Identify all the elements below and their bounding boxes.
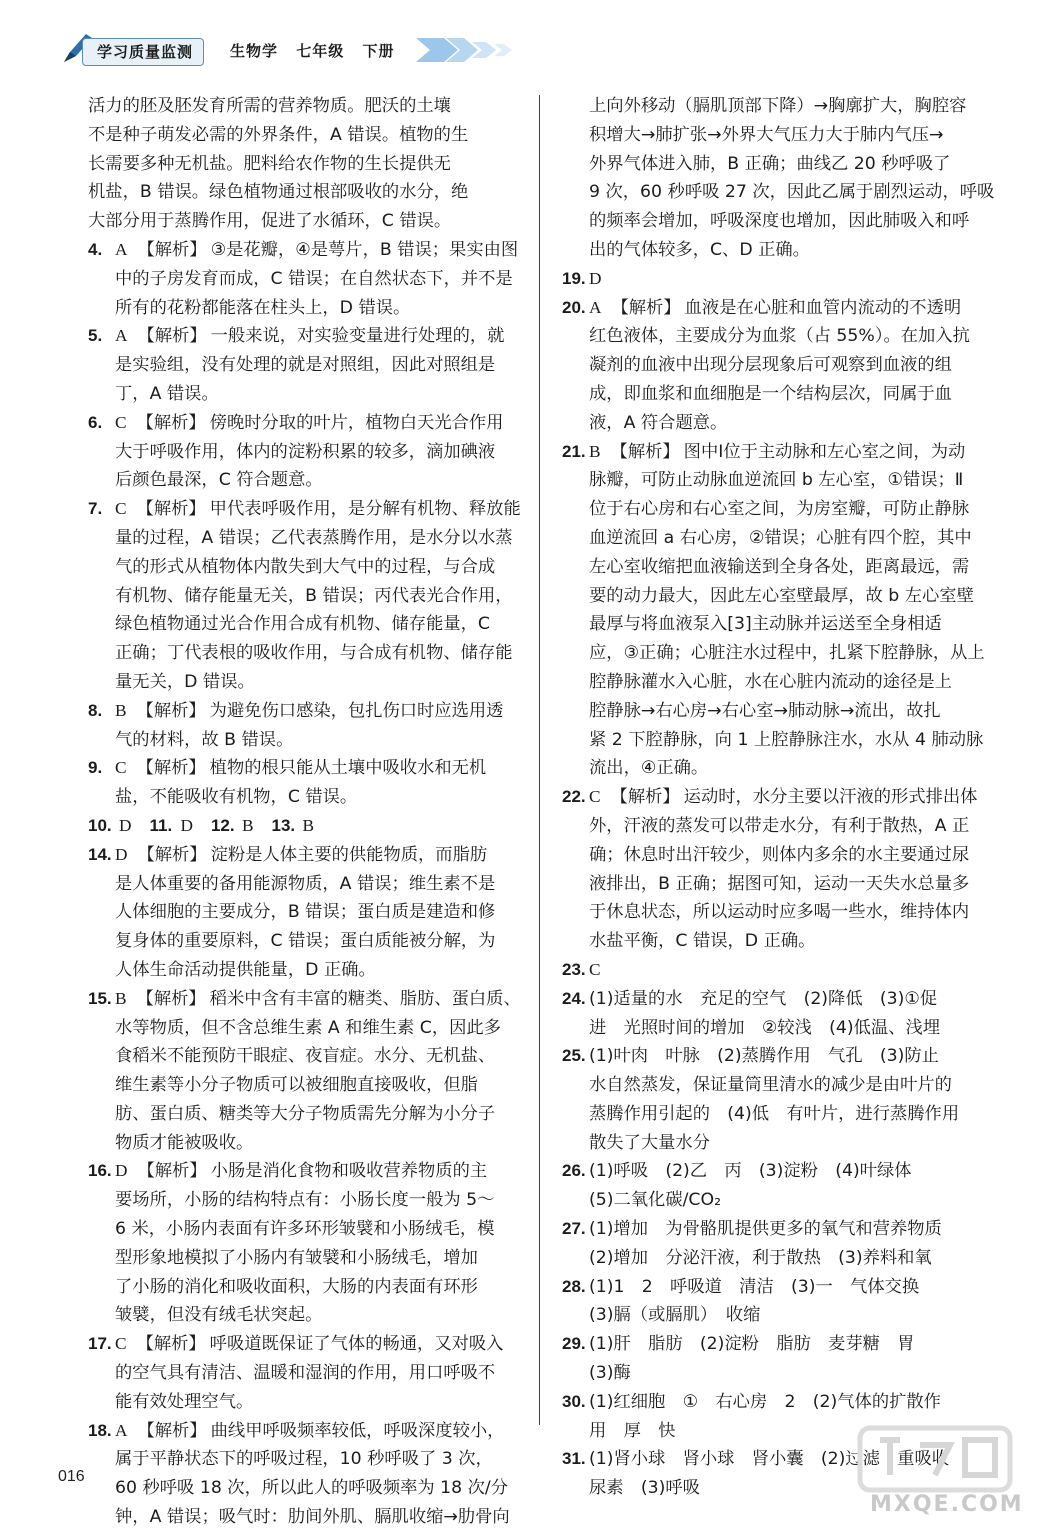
question-number: 28. xyxy=(562,1276,586,1296)
answer-text-line xyxy=(562,754,1022,783)
question-number: 13. xyxy=(271,815,296,835)
answer-text-line xyxy=(88,178,524,207)
question-number: 25. xyxy=(562,1046,586,1066)
answer-text: 甲代表呼吸作用，是分解有机物、释放能 xyxy=(209,499,521,520)
answer-text: 中的子房发育而成，C 错误；在自然状态下，并不是 xyxy=(115,268,513,289)
answer-choice: B xyxy=(302,815,315,835)
answer-text-line xyxy=(88,351,524,380)
answer-text-line xyxy=(562,639,1022,668)
answer-text: 的空气具有清洁、温暖和湿润的作用，用口呼吸不 xyxy=(115,1363,496,1384)
answer-text-line xyxy=(562,1014,1022,1043)
answer-text-line xyxy=(88,668,524,697)
answer-text: 量的过程，A 错误；乙代表蒸腾作用，是水分以水蒸 xyxy=(115,527,513,548)
grade-label: 七年级 xyxy=(296,42,345,60)
answer-text-line xyxy=(562,582,1022,611)
answer-choice: D xyxy=(115,844,128,864)
answer-text: (1)1 2 呼吸道 清洁 (3)一 气体交换 xyxy=(589,1276,920,1297)
answer-text-line xyxy=(562,178,1022,207)
answer-choice: C xyxy=(589,959,601,979)
answer-item xyxy=(88,322,524,351)
answer-text-line xyxy=(562,553,1022,582)
answer-text: 所有的花粉都能落在柱头上，D 错误。 xyxy=(115,297,411,318)
answer-text: 凝剂的血液中出现分层现象后可观察到血液的组 xyxy=(589,355,952,376)
answer-text-line xyxy=(88,1071,524,1100)
question-number: 16. xyxy=(88,1161,112,1181)
answer-text: 腔静脉灌水入心脏，水在心脏内流动的途径是上 xyxy=(589,671,952,692)
answer-text: 钟，A 错误；吸气时：肋间外肌、膈肌收缩→肋骨向 xyxy=(115,1507,510,1528)
answer-text-line xyxy=(88,1301,524,1330)
answer-choice: C xyxy=(115,412,127,432)
answer-text-line xyxy=(562,466,1022,495)
answer-text: 气的形式从植物体内散失到大气中的过程，与合成 xyxy=(115,556,496,577)
answer-text: 呼吸道既保证了气体的畅通，又对吸入 xyxy=(209,1334,504,1355)
answer-text: (1)肾小球 肾小球 肾小囊 (2)过滤 重吸收 xyxy=(589,1449,950,1470)
answer-text: 肪、蛋白质、糖类等大分子物质需先分解为小分子 xyxy=(115,1103,496,1124)
answer-text: 植物的根只能从土壤中吸收水和无机 xyxy=(209,758,487,779)
answer-text-line xyxy=(562,1129,1022,1158)
answer-text-line xyxy=(88,438,524,467)
answer-text-line xyxy=(562,726,1022,755)
answer-text-line xyxy=(88,639,524,668)
answer-text: 为避免伤口感染，包扎伤口时应选用透 xyxy=(209,700,504,721)
answer-choice: D xyxy=(589,268,602,288)
chevron-decoration-icon xyxy=(416,36,536,64)
answer-text: 位于右心房和右心室之间，为房室瓣，可防止静脉 xyxy=(589,499,970,520)
answer-text-line xyxy=(88,1445,524,1474)
answer-choice: C xyxy=(115,758,127,778)
answer-row xyxy=(88,812,524,841)
answer-choice: B xyxy=(589,441,601,461)
question-number: 20. xyxy=(562,297,586,317)
question-number: 18. xyxy=(88,1420,112,1440)
question-number: 7. xyxy=(88,499,103,519)
answer-item xyxy=(88,409,524,438)
answer-item xyxy=(88,697,524,726)
answer-text: 丁，A 错误。 xyxy=(115,383,219,404)
book-meta xyxy=(230,38,407,64)
analysis-tag: 【解析】 xyxy=(137,844,207,865)
answer-text-line xyxy=(88,1244,524,1273)
answer-text: 量无关，D 错误。 xyxy=(115,671,255,692)
analysis-tag: 【解析】 xyxy=(137,239,207,260)
answer-text-line xyxy=(88,524,524,553)
answer-item xyxy=(88,841,524,870)
answer-text-line xyxy=(88,610,524,639)
answer-text: 人体生命活动提供能量，D 正确。 xyxy=(115,959,376,980)
answer-text-line xyxy=(562,121,1022,150)
answer-item xyxy=(562,956,1022,985)
answer-text: 脉瓣，可防止动脉血逆流回 b 左心室，①错误；Ⅱ xyxy=(589,470,964,491)
answer-text: 复身体的重要原料，C 错误；蛋白质能被分解，为 xyxy=(115,931,496,952)
answer-text: 血液是在心脏和血管内流动的不透明 xyxy=(684,297,962,318)
answer-item xyxy=(562,265,1022,294)
answer-text: 要的动力最大，因此左心室壁最厚，故 b 左心室壁 xyxy=(589,585,974,606)
answer-text-line xyxy=(562,1301,1022,1330)
answer-text: 9 次，60 秒呼吸 27 次，因此乙属于剧烈运动，呼吸 xyxy=(589,182,995,203)
answer-text: 淀粉是人体主要的供能物质，而脂肪 xyxy=(210,844,488,865)
answer-text: 积增大→肺扩张→外界大气压力大于肺内气压→ xyxy=(589,124,944,145)
answer-text: 不是种子萌发必需的外界条件，A 错误。植物的生 xyxy=(88,124,469,145)
question-number: 8. xyxy=(88,700,103,720)
answer-text: 维生素等小分子物质可以被细胞直接吸收，但脂 xyxy=(115,1075,478,1096)
answer-text: 属于平静状态下的呼吸过程，10 秒呼吸了 3 次， xyxy=(115,1449,493,1470)
answer-text: 水自然蒸发，保证量筒里清水的减少是由叶片的 xyxy=(589,1075,952,1096)
answer-text-line xyxy=(562,150,1022,179)
answer-text: 应，③正确；心脏注水过程中，扎紧下腔静脉，从上 xyxy=(589,643,985,664)
question-number: 23. xyxy=(562,959,586,979)
page-number: 016 xyxy=(58,1468,85,1485)
question-number: 9. xyxy=(88,758,103,778)
answer-text: 后颜色最深，C 符合题意。 xyxy=(115,470,323,491)
question-number: 14. xyxy=(88,844,112,864)
analysis-tag: 【解析】 xyxy=(137,326,207,347)
answer-text-line xyxy=(88,1014,524,1043)
answer-text-line xyxy=(88,1503,524,1532)
answer-text-line xyxy=(562,1359,1022,1388)
answer-text: 于休息状态，所以运动时应多喝一些水，维持体内 xyxy=(589,902,970,923)
answer-text: 皱襞，但没有绒毛状突起。 xyxy=(115,1305,323,1326)
answer-text: 出的气体较多，C、D 正确。 xyxy=(589,239,810,260)
answer-text-line xyxy=(88,265,524,294)
analysis-tag: 【解析】 xyxy=(136,988,206,1009)
answer-text-line xyxy=(88,927,524,956)
answer-choice: D xyxy=(115,1161,128,1181)
analysis-tag: 【解析】 xyxy=(136,499,206,520)
answer-text: (3)酶 xyxy=(589,1363,631,1384)
answer-text: 图中Ⅰ位于主动脉和左心室之间，为动 xyxy=(683,441,966,462)
answer-text: (1)适量的水 充足的空气 (2)降低 (3)①促 xyxy=(589,988,938,1009)
answer-text-line xyxy=(88,582,524,611)
analysis-tag: 【解析】 xyxy=(136,1334,206,1355)
answer-text-line xyxy=(88,1129,524,1158)
answer-text: 成，即血浆和血细胞是一个结构层次，同属于血 xyxy=(589,383,952,404)
answer-text: 运动时，水分主要以汗液的形式排出体 xyxy=(683,787,978,808)
answer-item xyxy=(562,1330,1022,1359)
question-number: 6. xyxy=(88,412,103,432)
answer-item xyxy=(88,1157,524,1186)
answer-text-line xyxy=(88,898,524,927)
answer-text: 是人体重要的备用能源物质，A 错误；维生素不是 xyxy=(115,873,496,894)
page-header xyxy=(60,30,500,70)
answer-text-line xyxy=(562,898,1022,927)
answer-text: 液，A 符合题意。 xyxy=(589,412,728,433)
answer-text: 气的材料，故 B 错误。 xyxy=(115,729,294,750)
answer-text: 液排出，B 正确；据图可知，运动一天失水总量多 xyxy=(589,873,970,894)
answer-text-line xyxy=(562,841,1022,870)
answer-item xyxy=(562,438,1022,467)
answer-choice: B xyxy=(115,988,127,1008)
left-column xyxy=(88,92,524,1532)
answer-text: (1)肝 脂肪 (2)淀粉 脂肪 麦芽糖 胃 xyxy=(589,1334,915,1355)
answer-text-line xyxy=(88,1474,524,1503)
answer-text-line xyxy=(88,553,524,582)
answer-choice: A xyxy=(115,326,128,346)
question-number: 24. xyxy=(562,988,586,1008)
answer-text-line xyxy=(562,236,1022,265)
analysis-tag: 【解析】 xyxy=(137,1420,207,1441)
answer-text-line xyxy=(88,870,524,899)
answer-text-line xyxy=(562,1186,1022,1215)
answer-text-line xyxy=(88,1273,524,1302)
answer-text: 活力的胚及胚发育所需的营养物质。肥沃的土壤 xyxy=(88,96,451,116)
question-number: 30. xyxy=(562,1391,586,1411)
answer-text-line xyxy=(88,294,524,323)
answer-text: 进 光照时间的增加 ②较浅 (4)低温、浅埋 xyxy=(589,1017,941,1038)
answer-text-line xyxy=(88,1215,524,1244)
answer-text-line xyxy=(88,207,524,236)
watermark-text: MXQE.COM xyxy=(870,1492,1024,1517)
answer-item xyxy=(88,236,524,265)
question-number: 12. xyxy=(210,815,235,835)
answer-text-line xyxy=(562,610,1022,639)
answer-text: 水等物质，但不含总维生素 A 和维生素 C，因此多 xyxy=(115,1017,501,1038)
answer-text: 型形象地模拟了小肠内有皱襞和小肠绒毛，增加 xyxy=(115,1247,478,1268)
right-column xyxy=(562,92,1022,1503)
analysis-tag: 【解析】 xyxy=(611,297,681,318)
answer-choice: C xyxy=(115,1334,127,1354)
answer-text-line xyxy=(562,207,1022,236)
answer-text: 左心室收缩把血液输送到全身各处，距离最远，需 xyxy=(589,556,970,577)
answer-choice: A xyxy=(115,239,128,259)
answer-text: (2)增加 分泌汗液，利于散热 (3)养料和氧 xyxy=(589,1247,932,1268)
column-divider xyxy=(539,95,540,1425)
answer-text: 正确；丁代表根的吸收作用，与合成有机物、储存能 xyxy=(115,643,513,664)
analysis-tag: 【解析】 xyxy=(136,412,206,433)
answer-choice: B xyxy=(115,700,127,720)
answer-choice: B xyxy=(241,815,254,835)
answer-text: 血逆流回 a 右心房，②错误；心脏有四个腔，其中 xyxy=(589,527,972,548)
answer-text-line xyxy=(562,322,1022,351)
question-number: 11. xyxy=(149,815,173,835)
answer-text: 散失了大量水分 xyxy=(589,1132,710,1153)
answer-item xyxy=(562,1215,1022,1244)
answer-text: 外，汗液的蒸发可以带走水分，有利于散热，A 正 xyxy=(589,815,970,836)
answer-text: 能有效处理空气。 xyxy=(115,1391,254,1412)
answer-text-line xyxy=(88,1359,524,1388)
answer-item xyxy=(562,783,1022,812)
answer-text: 6 米，小肠内表面有许多环形皱襞和小肠绒毛，模 xyxy=(115,1219,495,1240)
answer-text: 物质才能被吸收。 xyxy=(115,1132,254,1153)
answer-text: 食稻米不能预防干眼症、夜盲症。水分、无机盐、 xyxy=(115,1046,496,1067)
answer-text: 大于呼吸作用，体内的淀粉积累的较多，滴加碘液 xyxy=(115,441,496,462)
answer-text: 要场所，小肠的结构特点有：小肠长度一般为 5～ xyxy=(115,1190,495,1211)
answer-item xyxy=(88,495,524,524)
answer-choice: A xyxy=(115,1420,128,1440)
answer-text: (3)膈（或膈肌） 收缩 xyxy=(589,1305,761,1326)
answer-item xyxy=(562,1273,1022,1302)
answer-choice: C xyxy=(115,499,127,519)
answer-text-line xyxy=(88,92,524,121)
answer-text-line xyxy=(562,668,1022,697)
answer-text-line xyxy=(562,380,1022,409)
question-number: 29. xyxy=(562,1334,586,1354)
analysis-tag: 【解析】 xyxy=(136,700,206,721)
answer-text-line xyxy=(88,1388,524,1417)
answer-text-line xyxy=(88,1100,524,1129)
answer-text: 小肠是消化食物和吸收营养物质的主 xyxy=(210,1161,488,1182)
answer-text-line xyxy=(88,1186,524,1215)
answer-item xyxy=(88,985,524,1014)
answer-text: 水盐平衡，C 错误，D 正确。 xyxy=(589,931,816,952)
question-number: 21. xyxy=(562,441,586,461)
answer-text-line xyxy=(88,121,524,150)
answer-text-line xyxy=(88,466,524,495)
answer-text: 上向外移动（膈肌顶部下降）→胸廓扩大，胸腔容 xyxy=(589,96,967,116)
answer-text: (1)红细胞 ① 右心房 2 (2)气体的扩散作 xyxy=(589,1391,941,1412)
answer-text: 一般来说，对实验变量进行处理的，就 xyxy=(210,326,505,347)
answer-text-line xyxy=(562,524,1022,553)
answer-text-line xyxy=(88,380,524,409)
answer-item xyxy=(562,985,1022,1014)
answer-text: 紧 2 下腔静脉，向 1 上腔静脉注水，水从 4 肺动脉 xyxy=(589,729,984,750)
answer-text: 的频率会增加，呼吸深度也增加，因此肺吸入和呼 xyxy=(589,211,970,232)
question-number: 5. xyxy=(88,326,103,346)
answer-text-line xyxy=(88,726,524,755)
question-number: 4. xyxy=(88,239,103,259)
answer-text-line xyxy=(562,92,1022,121)
answer-text: 蒸腾作用引起的 (4)低 有叶片，进行蒸腾作用 xyxy=(589,1103,960,1124)
answer-text: 稻米中含有丰富的糖类、脂肪、蛋白质、 xyxy=(209,988,521,1009)
answer-text: ③是花瓣，④是萼片，B 错误；果实由图 xyxy=(210,239,519,260)
answer-choice: C xyxy=(589,787,601,807)
answer-text: 用 厚 快 xyxy=(589,1420,676,1441)
answer-text-line xyxy=(562,351,1022,380)
answer-text: 盐，不能吸收有机物，C 错误。 xyxy=(115,787,358,808)
answer-text-line xyxy=(562,812,1022,841)
answer-text-line xyxy=(88,1042,524,1071)
answer-item xyxy=(88,1417,524,1446)
answer-item xyxy=(562,1388,1022,1417)
answer-item xyxy=(562,1157,1022,1186)
question-number: 19. xyxy=(562,268,586,288)
answer-text: 是实验组，没有处理的就是对照组，因此对照组是 xyxy=(115,355,496,376)
answer-text: 大部分用于蒸腾作用，促进了水循环，C 错误。 xyxy=(88,211,452,232)
answer-text: (1)增加 为骨骼肌提供更多的氧气和营养物质 xyxy=(589,1219,942,1240)
answer-text: 傍晚时分取的叶片，植物白天光合作用 xyxy=(209,412,504,433)
question-number: 17. xyxy=(88,1334,112,1354)
answer-text: 腔静脉→右心房→右心室→肺动脉→流出，故扎 xyxy=(589,700,941,721)
answer-choice: D xyxy=(180,815,193,835)
question-number: 27. xyxy=(562,1219,586,1239)
answer-text-line xyxy=(562,1100,1022,1129)
answer-text: 曲线甲呼吸频率较低，呼吸深度较小， xyxy=(210,1420,505,1441)
brand-label: 学习质量监测 xyxy=(82,38,204,66)
answer-text: 60 秒呼吸 18 次，所以此人的呼吸频率为 18 次/分 xyxy=(115,1478,509,1499)
analysis-tag: 【解析】 xyxy=(610,441,680,462)
answer-text: (5)二氧化碳/CO₂ xyxy=(589,1190,722,1211)
answer-text: 确；休息时出汗较少，则体内多余的水主要通过尿 xyxy=(589,844,970,865)
answer-item xyxy=(88,1330,524,1359)
answer-text-line xyxy=(562,870,1022,899)
answer-text: 绿色植物通过光合作用合成有机物、储存能量，C xyxy=(115,614,490,635)
analysis-tag: 【解析】 xyxy=(136,758,206,779)
answer-text: 流出，④正确。 xyxy=(589,758,709,779)
question-number: 26. xyxy=(562,1161,586,1181)
subject-label: 生物学 xyxy=(230,42,279,60)
answer-item xyxy=(88,754,524,783)
answer-item xyxy=(562,294,1022,323)
answer-text: 人体细胞的主要成分，B 错误；蛋白质是建造和修 xyxy=(115,902,496,923)
answer-text: 长需要多种无机盐。肥料给农作物的生长提供无 xyxy=(88,153,451,174)
answer-text-line xyxy=(88,783,524,812)
analysis-tag: 【解析】 xyxy=(137,1161,207,1182)
question-number: 31. xyxy=(562,1449,586,1469)
answer-text: 最厚与将血液泵入[3]主动脉并运送至全身相适 xyxy=(589,614,942,635)
answer-text-line xyxy=(562,697,1022,726)
question-number: 15. xyxy=(88,988,112,1008)
answer-text: 尿素 (3)呼吸 xyxy=(589,1478,700,1499)
answer-text: 红色液体，主要成分为血浆（占 55%）。在加入抗 xyxy=(589,326,970,347)
answer-text: 有机物、储存能量无关，B 错误；丙代表光合作用， xyxy=(115,585,513,606)
answer-text-line xyxy=(562,1071,1022,1100)
answer-text: 外界气体进入肺，B 正确；曲线乙 20 秒呼吸了 xyxy=(589,153,951,174)
answer-text-line xyxy=(88,150,524,179)
answer-item xyxy=(562,1042,1022,1071)
answer-choice: D xyxy=(119,815,132,835)
answer-text: 了小肠的消化和吸收面积，大肠的内表面有环形 xyxy=(115,1276,478,1297)
analysis-tag: 【解析】 xyxy=(610,787,680,808)
answer-text-line xyxy=(562,927,1022,956)
answer-text: 机盐，B 错误。绿色植物通过根部吸收的水分，绝 xyxy=(88,182,469,203)
answer-text: (1)呼吸 (2)乙 丙 (3)淀粉 (4)叶绿体 xyxy=(589,1161,912,1182)
answer-choice: A xyxy=(589,297,602,317)
answer-text-line xyxy=(562,409,1022,438)
answer-text: (1)叶肉 叶脉 (2)蒸腾作用 气孔 (3)防止 xyxy=(589,1046,939,1067)
answer-text-line xyxy=(88,956,524,985)
question-number: 10. xyxy=(88,815,112,835)
question-number: 22. xyxy=(562,787,586,807)
answer-text-line xyxy=(562,1244,1022,1273)
answer-text-line xyxy=(562,495,1022,524)
volume-label: 下册 xyxy=(362,42,395,60)
